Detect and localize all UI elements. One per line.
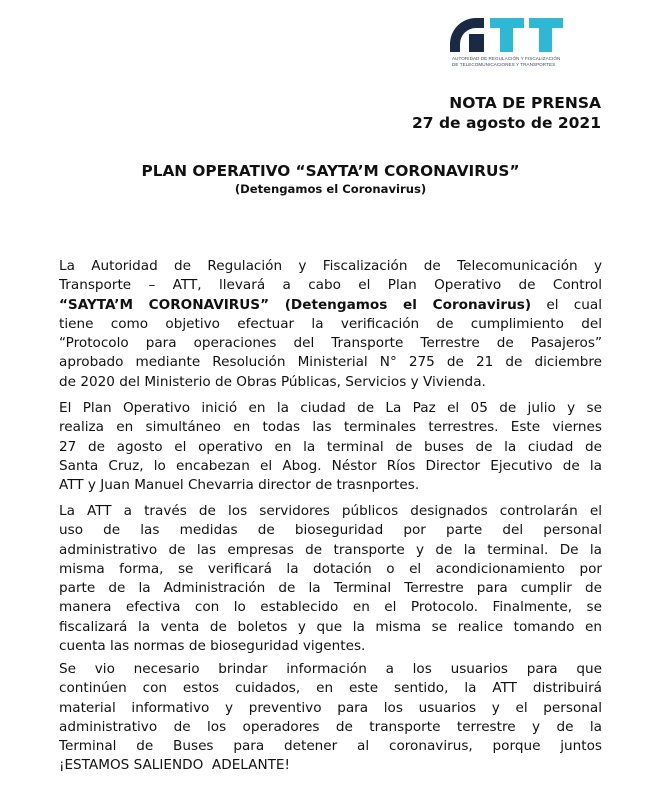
document-subtitle: (Detengamos el Coronavirus) [234, 182, 427, 196]
plan-name-bold: “SAYTA’M CORONAVIRUS” (Detengamos el Coronavirus) [59, 296, 532, 313]
text-line: manera efectiva con lo establecido en el Protocolo. Finalmente, se [59, 599, 602, 616]
paragraph-1 [59, 257, 602, 392]
document-title: PLAN OPERATIVO “SAYTA’M CORONAVIRUS” [141, 162, 520, 180]
text-line: uso de las medidas de bioseguridad por parte del personal [59, 522, 602, 539]
text-line: administrativo de los operadores de transporte terrestre y de la [59, 718, 602, 735]
text-line: 27 de agosto el operativo en la terminal de buses de la ciudad de [59, 438, 602, 455]
paragraph-2 [59, 399, 602, 495]
logo-a-leg [469, 34, 484, 52]
logo-t1-bar [490, 18, 524, 28]
text-line: de 2020 del Ministerio de Obras Públicas, Servicios y Vivienda. [59, 373, 486, 390]
text-run: el cual [531, 296, 602, 313]
logo-caption-line: DE TELECOMUNICACIONES Y TRANSPORTES [452, 61, 556, 67]
paragraph-3 [59, 502, 602, 656]
text-line: administrativo de las empresas de transporte y de la terminal. De la [59, 541, 602, 558]
logo-t2-bar [529, 18, 563, 28]
press-release-date: 27 de agosto de 2021 [412, 114, 601, 132]
press-release-label: NOTA DE PRENSA [449, 94, 601, 112]
text-line: aprobado mediante Resolución Ministerial N° 275 de 21 de diciembre [59, 354, 602, 371]
logo-t1-stem [500, 28, 513, 52]
text-line: ¡ESTAMOS SALIENDO ADELANTE! [59, 757, 290, 774]
text-line: La Autoridad de Regulación y Fiscalización de Telecomunicación y [59, 258, 602, 274]
text-line: realiza en simultáneo en todas las terminales terrestres. Este viernes [59, 419, 602, 436]
text-line: Terminal de Buses para detener al coronavirus, porque juntos [59, 738, 602, 755]
logo-caption-line: AUTORIDAD DE REGULACIÓN Y FISCALIZACIÓN [452, 56, 561, 61]
text-line: material informativo y preventivo para los usuarios y el personal [59, 699, 602, 716]
text-line: “Protocolo para operaciones del Transporte Terrestre de Pasajeros” [59, 335, 602, 352]
text-line: fiscalizará la venta de boletos y que la misma se realice tomando en [59, 618, 602, 635]
text-line: parte de la Administración de la Terminal Terrestre para cumplir de [59, 580, 602, 597]
text-line: continúen con estos cuidados, en este sentido, la ATT distribuirá [59, 680, 602, 697]
text-line: tiene como objetivo efectuar la verificación de cumplimiento del [59, 315, 602, 332]
att-logo [446, 14, 576, 74]
text-line: Santa Cruz, lo encabezan el Abog. Néstor Ríos Director Ejecutivo de la [59, 457, 602, 474]
text-line: misma forma, se verificará la dotación o el acondicionamiento por [59, 560, 602, 577]
logo-caption [452, 56, 576, 67]
text-line: El Plan Operativo inició en la ciudad de La Paz el 05 de julio y se [59, 400, 602, 416]
logo-t2-stem [539, 28, 552, 52]
text-line: cuenta las normas de bioseguridad vigentes. [59, 638, 366, 655]
paragraph-4 [59, 660, 602, 776]
text-line: ATT y Juan Manuel Chevarria director de trasnportes. [59, 477, 420, 494]
att-logo-mark [446, 14, 570, 54]
text-line: Transporte – ATT, llevará a cabo el Plan Operativo de Control [59, 277, 602, 294]
text-line: Se vio necesario brindar información a los usuarios para que [59, 661, 602, 677]
text-line-mixed [59, 296, 602, 315]
press-release-header [412, 93, 601, 133]
text-line: La ATT a través de los servidores públicos designados controlarán el [59, 503, 602, 519]
